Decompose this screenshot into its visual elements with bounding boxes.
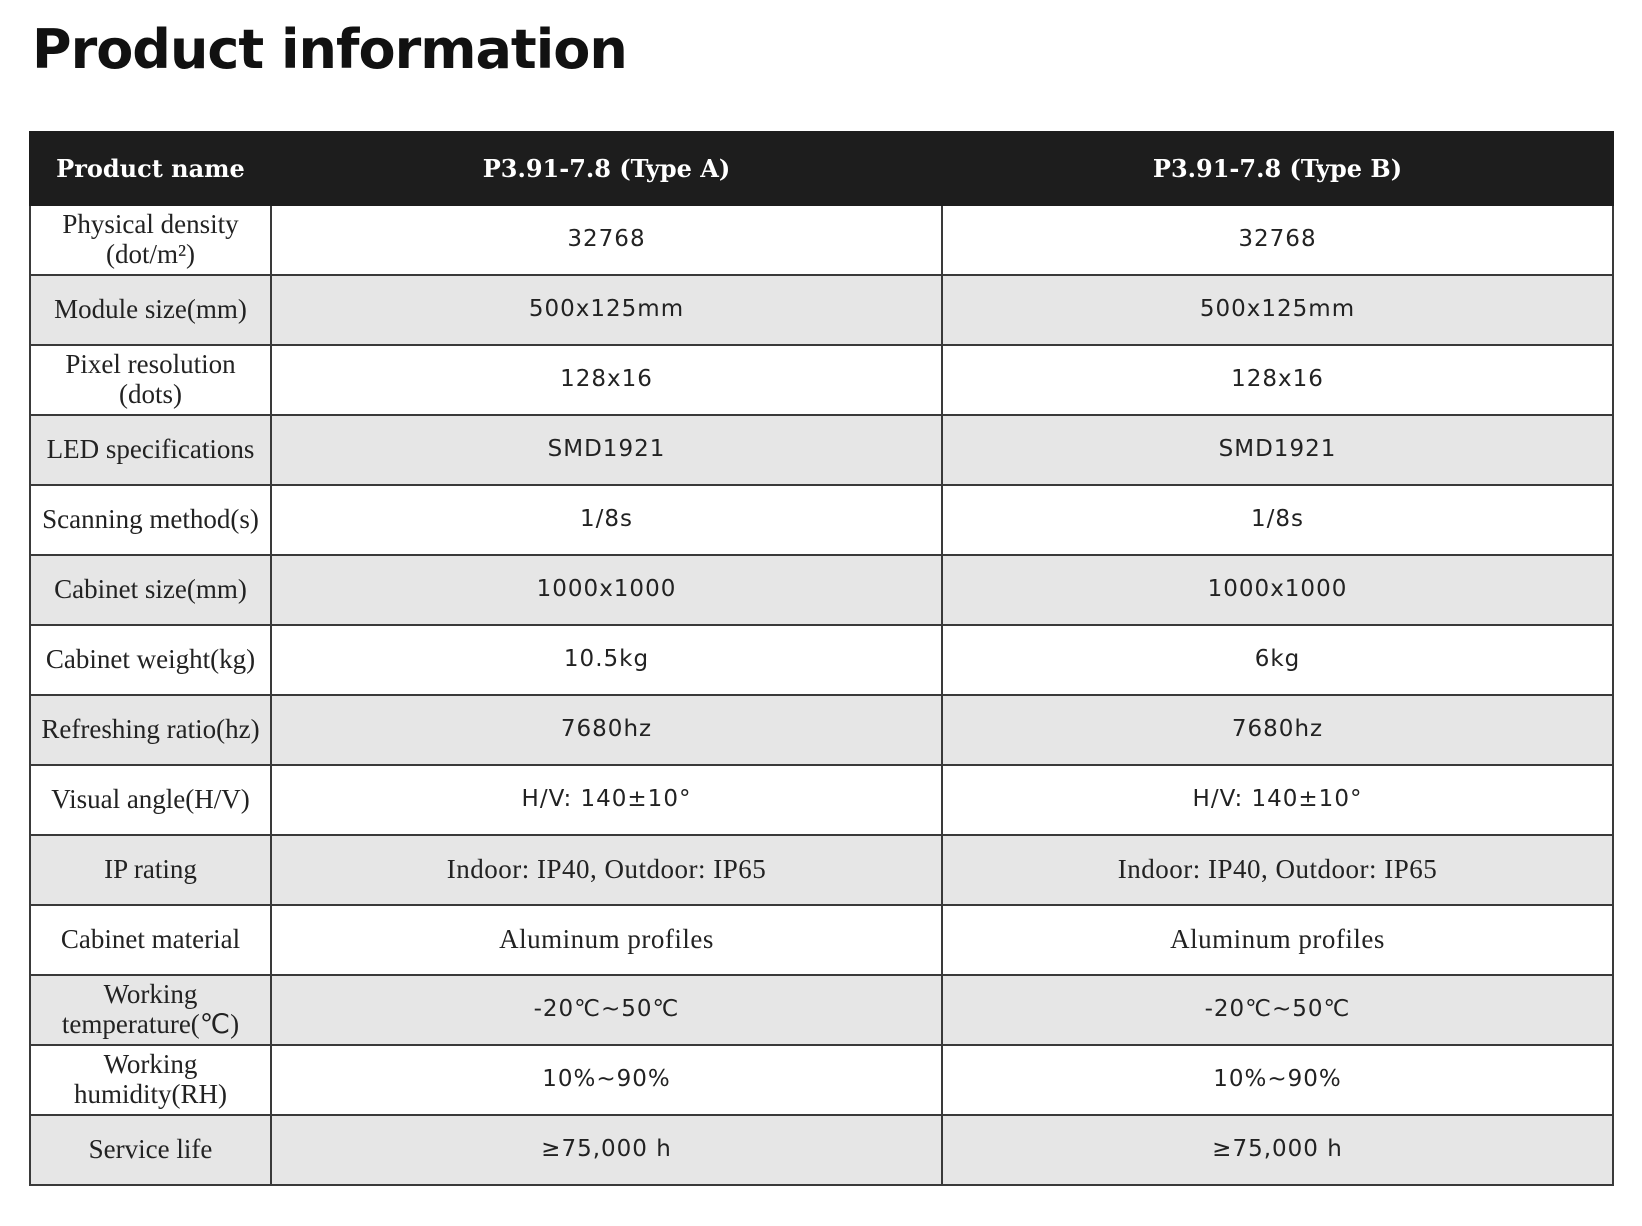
row-label: Pixel resolution (dots) xyxy=(30,345,271,415)
type-b-value: 128x16 xyxy=(942,345,1613,415)
table-row xyxy=(30,905,1613,975)
type-b-value: 500x125mm xyxy=(942,275,1613,345)
header-type-a: P3.91-7.8 (Type A) xyxy=(271,132,942,205)
type-a-value: 10%~90% xyxy=(271,1045,942,1115)
type-b-value: H/V: 140±10° xyxy=(942,765,1613,835)
row-label: Physical density (dot/m²) xyxy=(30,205,271,275)
type-a-value: 10.5kg xyxy=(271,625,942,695)
type-b-value: Aluminum profiles xyxy=(942,905,1613,975)
row-label: Service life xyxy=(30,1115,271,1185)
row-label: Cabinet size(mm) xyxy=(30,555,271,625)
table-row xyxy=(30,1115,1613,1185)
row-label: IP rating xyxy=(30,835,271,905)
table-row xyxy=(30,975,1613,1045)
table-row xyxy=(30,275,1613,345)
row-label: Module size(mm) xyxy=(30,275,271,345)
type-a-value: 128x16 xyxy=(271,345,942,415)
row-label: Working humidity(RH) xyxy=(30,1045,271,1115)
table-row xyxy=(30,765,1613,835)
type-a-value: 500x125mm xyxy=(271,275,942,345)
header-product-name: Product name xyxy=(30,132,271,205)
type-a-value: ≥75,000 h xyxy=(271,1115,942,1185)
row-label: Refreshing ratio(hz) xyxy=(30,695,271,765)
type-a-value: 7680hz xyxy=(271,695,942,765)
table-row xyxy=(30,345,1613,415)
row-label: Working temperature(℃) xyxy=(30,975,271,1045)
type-b-value: ≥75,000 h xyxy=(942,1115,1613,1185)
row-label: Cabinet weight(kg) xyxy=(30,625,271,695)
header-type-b: P3.91-7.8 (Type B) xyxy=(942,132,1613,205)
type-a-value: SMD1921 xyxy=(271,415,942,485)
row-label: Scanning method(s) xyxy=(30,485,271,555)
type-b-value: 1000x1000 xyxy=(942,555,1613,625)
spec-table xyxy=(29,131,1614,1186)
type-b-value: 32768 xyxy=(942,205,1613,275)
type-b-value: Indoor: IP40, Outdoor: IP65 xyxy=(942,835,1613,905)
type-b-value: -20℃~50℃ xyxy=(942,975,1613,1045)
type-a-value: 32768 xyxy=(271,205,942,275)
table-header-row xyxy=(30,132,1613,205)
table-row xyxy=(30,695,1613,765)
table-row xyxy=(30,625,1613,695)
table-row xyxy=(30,485,1613,555)
table-row xyxy=(30,555,1613,625)
type-a-value: H/V: 140±10° xyxy=(271,765,942,835)
page-title: Product information xyxy=(32,18,627,81)
row-label: Cabinet material xyxy=(30,905,271,975)
type-b-value: 1/8s xyxy=(942,485,1613,555)
table-row xyxy=(30,1045,1613,1115)
type-b-value: 10%~90% xyxy=(942,1045,1613,1115)
row-label: Visual angle(H/V) xyxy=(30,765,271,835)
type-b-value: 7680hz xyxy=(942,695,1613,765)
row-label: LED specifications xyxy=(30,415,271,485)
type-a-value: -20℃~50℃ xyxy=(271,975,942,1045)
table-row xyxy=(30,835,1613,905)
table-row xyxy=(30,205,1613,275)
type-b-value: SMD1921 xyxy=(942,415,1613,485)
type-a-value: Aluminum profiles xyxy=(271,905,942,975)
type-a-value: Indoor: IP40, Outdoor: IP65 xyxy=(271,835,942,905)
type-b-value: 6kg xyxy=(942,625,1613,695)
table-row xyxy=(30,415,1613,485)
type-a-value: 1000x1000 xyxy=(271,555,942,625)
type-a-value: 1/8s xyxy=(271,485,942,555)
